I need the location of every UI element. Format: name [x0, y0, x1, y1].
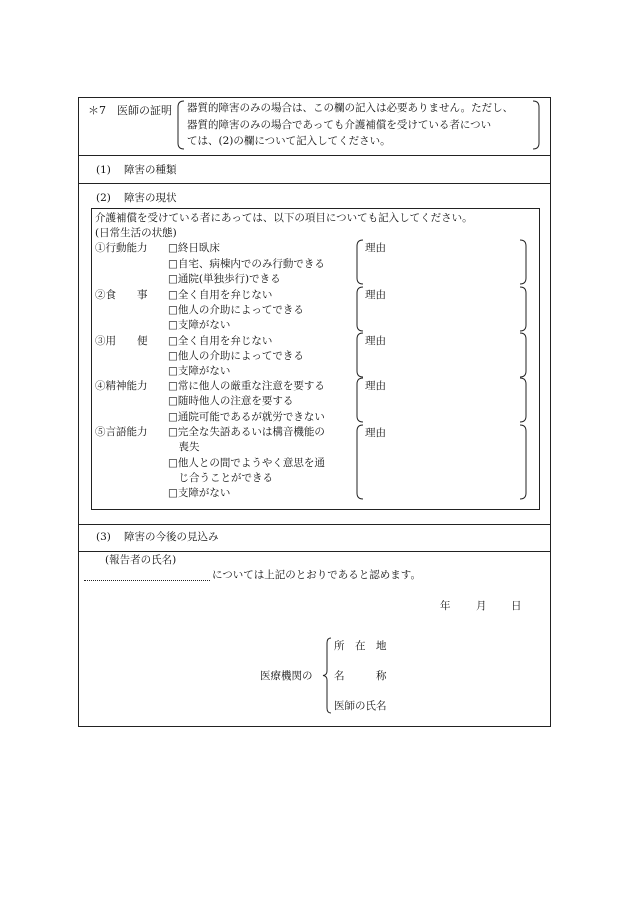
reason-field[interactable] [372, 394, 512, 420]
reason-right-bracket [519, 425, 527, 499]
item2-number: (2) [96, 192, 111, 204]
confirmation-text: については上記のとおりであると認めます。 [212, 569, 421, 581]
category-label: ②食 事 [95, 289, 148, 301]
reason-label: 理由 [365, 289, 386, 301]
reason-right-bracket [519, 240, 527, 284]
divider [79, 524, 550, 525]
option-checkbox[interactable]: □自宅、病棟内でのみ行動できる [168, 258, 325, 270]
item1-number: (1) [96, 164, 111, 176]
date-year-label: 年 [440, 600, 451, 612]
reason-label: 理由 [365, 242, 386, 254]
reason-left-bracket [356, 240, 364, 284]
reason-left-bracket [356, 425, 364, 499]
option-checkbox[interactable]: □終日臥床 [168, 242, 220, 254]
note-line-1: 器質的障害のみの場合は、この欄の記入は必要ありません。ただし、 [187, 102, 514, 114]
reason-left-bracket [356, 378, 364, 422]
daily-life-subhead: (日常生活の状態) [95, 227, 177, 239]
option-checkbox[interactable]: □全く自用を弁じない [168, 289, 273, 301]
reason-right-bracket [519, 378, 527, 422]
option-continuation: じ合うことができる [168, 472, 273, 484]
reporter-name-label: (報告者の氏名) [105, 554, 177, 566]
section7-label: ＊7 医師の証明 [88, 104, 172, 117]
option-checkbox[interactable]: □全く自用を弁じない [168, 335, 273, 347]
date-day-label: 日 [511, 600, 522, 612]
reason-field[interactable] [372, 303, 512, 329]
reason-label: 理由 [365, 427, 386, 439]
option-checkbox[interactable]: □支障がない [168, 487, 231, 499]
institution-brace [322, 638, 332, 713]
category-label: ④精神能力 [95, 380, 148, 392]
item3-title: 障害の今後の見込み [124, 531, 219, 543]
option-checkbox[interactable]: □他人との間でようやく意思を通 [168, 457, 325, 469]
option-checkbox[interactable]: □他人の介助によってできる [168, 350, 304, 362]
reason-right-bracket [519, 333, 527, 377]
option-continuation: 喪失 [168, 441, 200, 453]
option-checkbox[interactable]: □通院(単独歩行)できる [168, 273, 281, 285]
divider [79, 551, 550, 552]
divider [79, 183, 550, 184]
doctor-name-label: 医師の氏名 [334, 700, 387, 712]
reason-right-bracket [519, 287, 527, 331]
item2-intro: 介護補償を受けている者にあっては、以下の項目についても記入してください。 [95, 212, 473, 224]
institution-address-label: 所 在 地 [334, 640, 387, 652]
reason-label: 理由 [365, 335, 386, 347]
note-line-2: 器質的障害のみの場合であっても介護補償を受けている者につい [187, 119, 492, 131]
category-label: ③用 便 [95, 335, 148, 347]
category-label: ①行動能力 [95, 242, 148, 254]
reason-left-bracket [356, 287, 364, 331]
reason-field[interactable] [372, 256, 512, 282]
item1-title: 障害の種類 [124, 164, 177, 176]
institution-name-label: 名 称 [334, 670, 387, 682]
option-checkbox[interactable]: □他人の介助によってできる [168, 304, 304, 316]
option-checkbox[interactable]: □支障がない [168, 365, 231, 377]
option-checkbox[interactable]: □随時他人の注意を要する [168, 395, 294, 407]
date-month-label: 月 [476, 600, 487, 612]
option-checkbox[interactable]: □通院可能であるが就労できない [168, 411, 325, 423]
institution-label: 医療機関の [260, 670, 313, 682]
reason-left-bracket [356, 333, 364, 377]
reason-field[interactable] [372, 442, 512, 497]
item2-title: 障害の現状 [124, 192, 177, 204]
category-label: ⑤言語能力 [95, 426, 148, 438]
note-right-bracket [532, 101, 540, 149]
note-line-3: ては、(2)の欄について記入してください。 [187, 135, 391, 147]
divider [79, 155, 550, 156]
reporter-name-field[interactable] [84, 580, 210, 581]
reason-label: 理由 [365, 380, 386, 392]
option-checkbox[interactable]: □完全な失語あるいは構音機能の [168, 426, 325, 438]
option-checkbox[interactable]: □常に他人の厳重な注意を要する [168, 380, 325, 392]
item3-number: (3) [96, 531, 111, 543]
note-left-bracket [177, 101, 185, 149]
reason-field[interactable] [372, 349, 512, 375]
option-checkbox[interactable]: □支障がない [168, 319, 231, 331]
